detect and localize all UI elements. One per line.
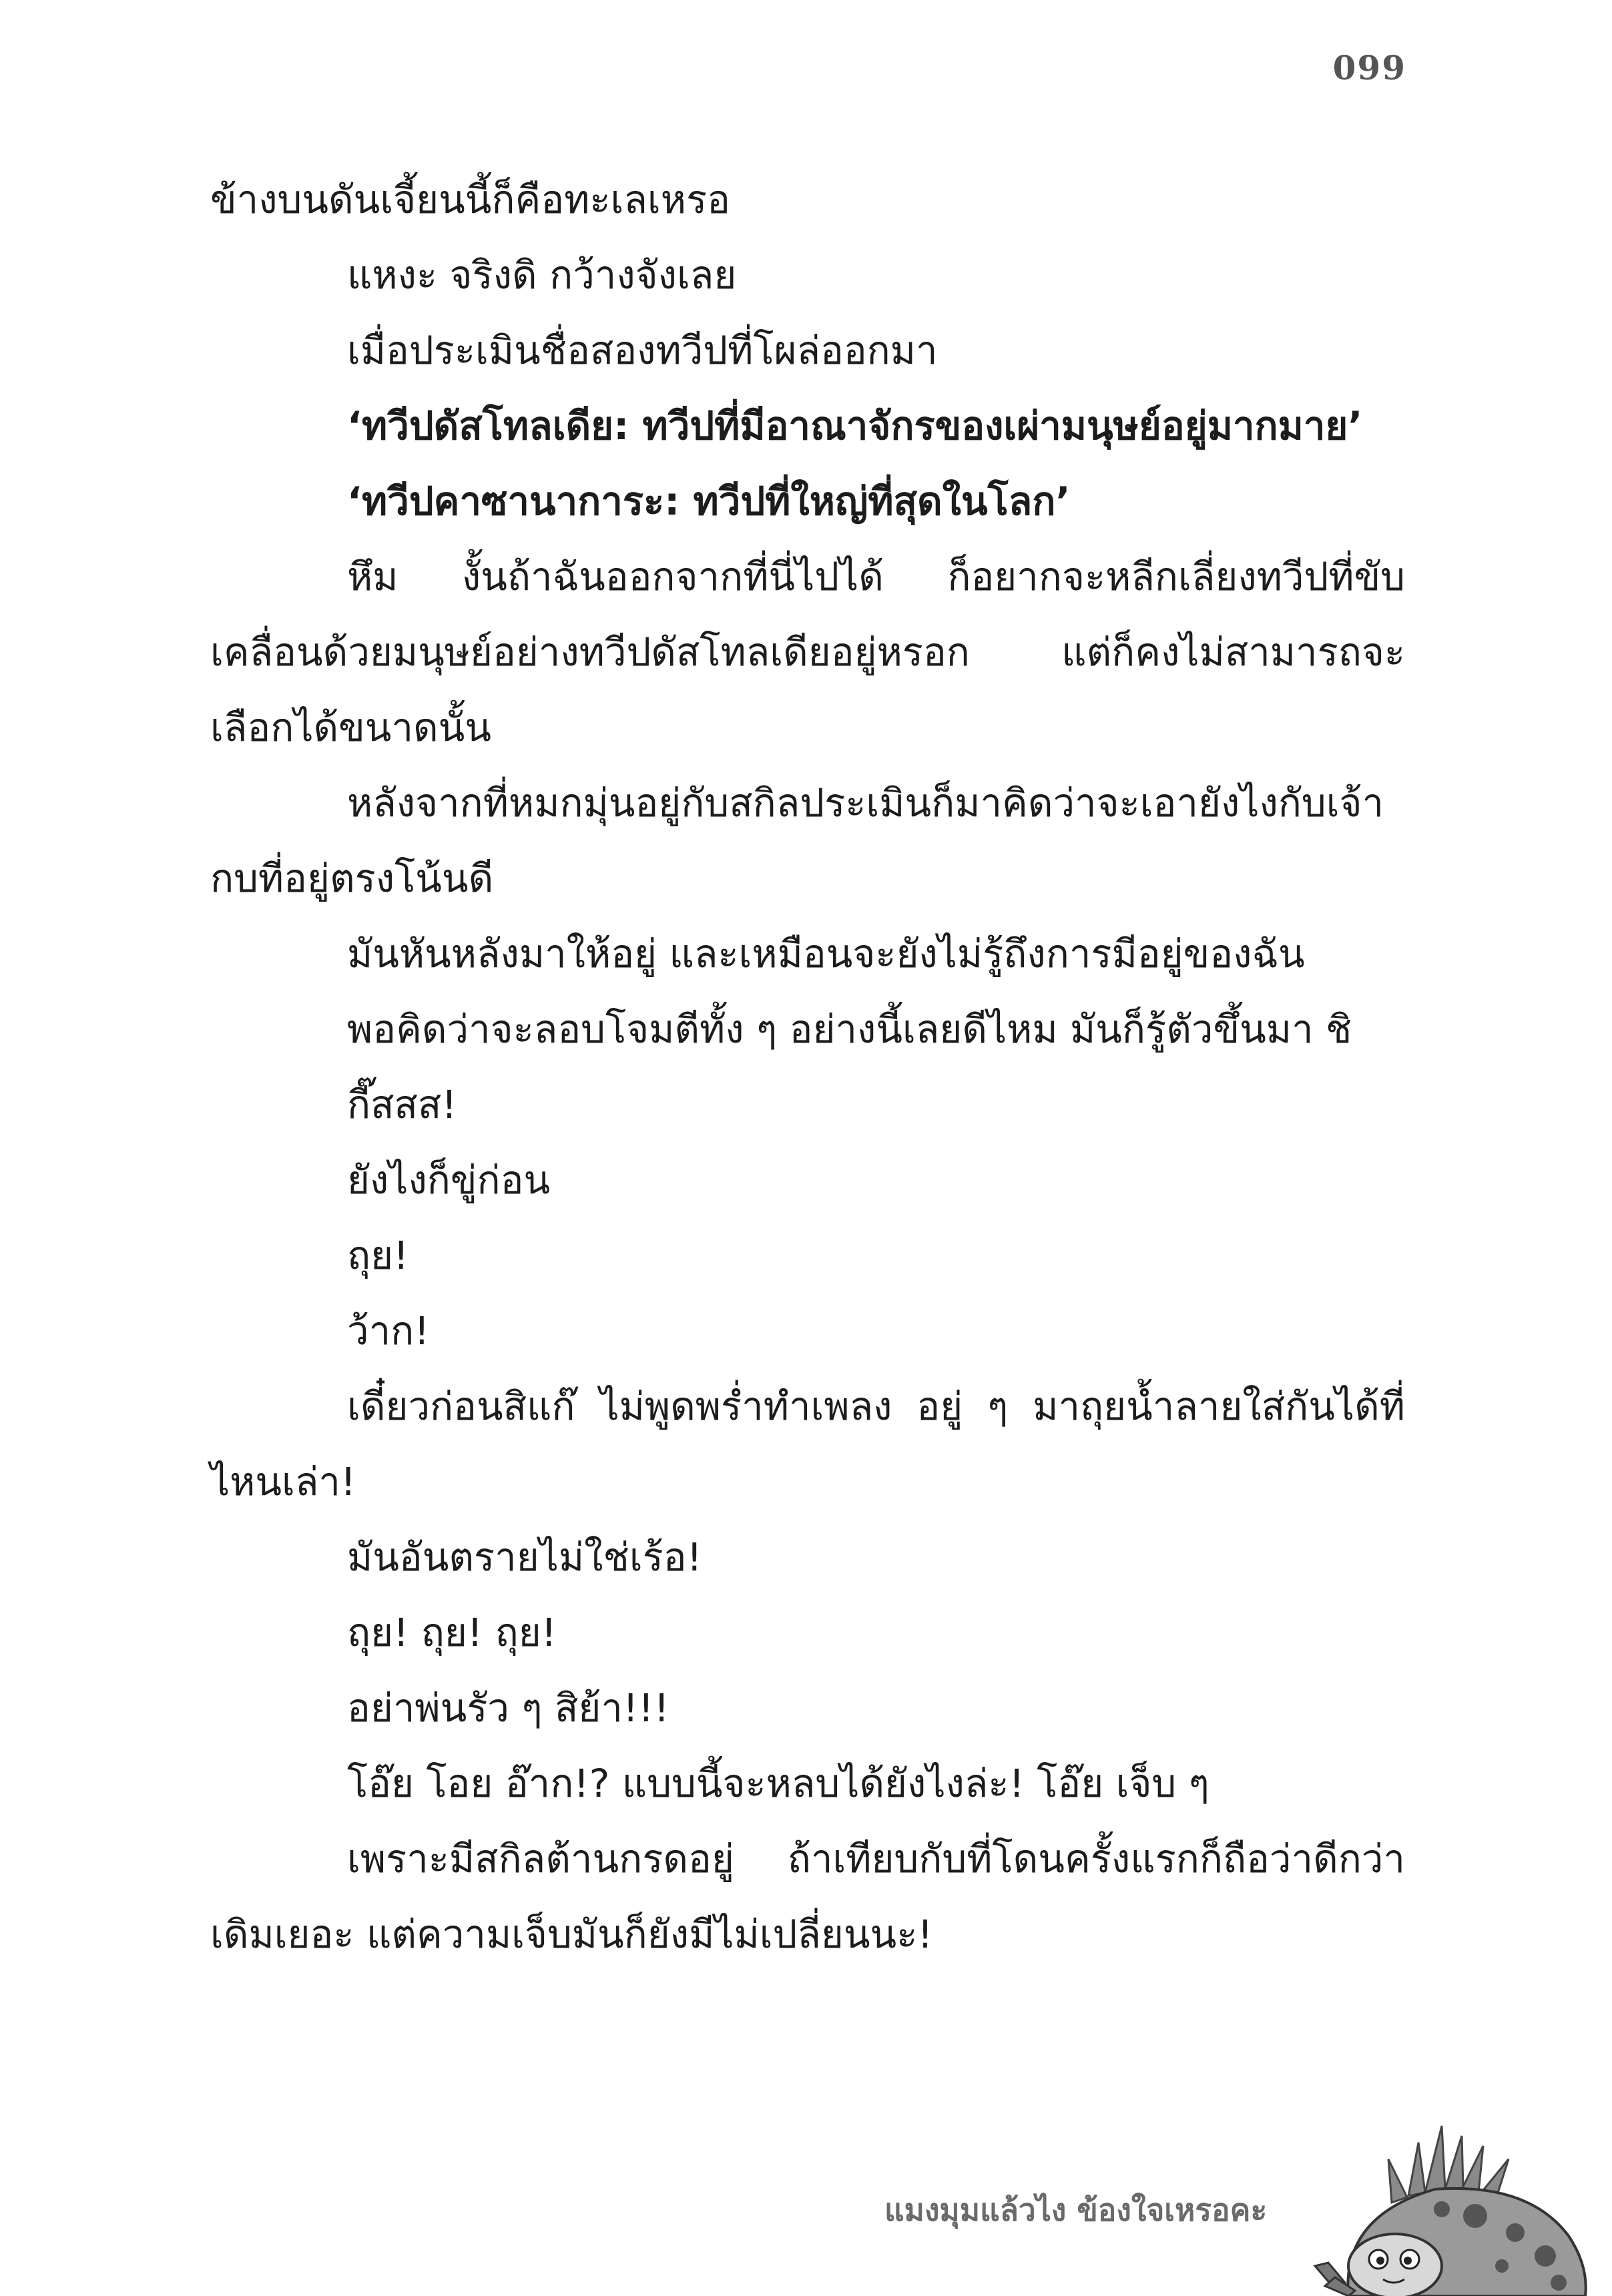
paragraph: หึม งั้นถ้าฉันออกจากที่นี่ไปได้ ก็อยากจะหลีกเลี่ยงทวีปที่ขับเคลื่อนด้วยมนุษย์อย่างทวีปดัสโทลเดียอยู่หรอก แต่ก็คงไม่สามารถจะเลือกได้ขนาดนั้น xyxy=(210,554,1405,750)
paragraph: กี๊สสส! xyxy=(347,1082,457,1127)
skill-readout-paragraph: ‘ทวีปดัสโทลเดีย: ทวีปที่มีอาณาจักรของเผ่ามนุษย์อยู่มากมาย’ xyxy=(347,403,1363,449)
paragraph: เมื่อประเมินชื่อสองทวีปที่โผล่ออกมา xyxy=(347,328,938,373)
paragraph: ถุย! xyxy=(347,1233,409,1278)
page-number: 099 xyxy=(1332,48,1406,87)
footer-title: แมงมุมแล้วไง ข้องใจเหรอคะ xyxy=(884,2192,1268,2228)
paragraph: ข้างบนดันเจี้ยนนี้ก็คือทะเลเหรอ xyxy=(210,177,730,222)
paragraph: เพราะมีสกิลต้านกรดอยู่ ถ้าเทียบกับที่โดนครั้งแรกก็ถือว่าดีกว่าเดิมเยอะ แต่ความเจ็บมันก็ยังมีไม่เปลี่ยนนะ! xyxy=(210,1836,1405,1957)
body-text xyxy=(210,162,1405,1972)
spider-mascot-icon xyxy=(1308,2122,1612,2296)
paragraph: หลังจากที่หมกมุ่นอยู่กับสกิลประเมินก็มาคิดว่าจะเอายังไงกับเจ้ากบที่อยู่ตรงโน้นดี xyxy=(210,780,1384,901)
paragraph: พอคิดว่าจะลอบโจมตีทั้ง ๆ อย่างนี้เลยดีไหม มันก็รู้ตัวขึ้นมา ชิ xyxy=(347,1007,1352,1052)
paragraph: มันอันตรายไม่ใช่เร้อ! xyxy=(347,1534,702,1580)
paragraph: เดี๋ยวก่อนสิแก๊ ไม่พูดพร่ำทำเพลง อยู่ ๆ มาถุยน้ำลายใส่กันได้ที่ไหนเล่า! xyxy=(210,1384,1405,1504)
paragraph: ว้าก! xyxy=(347,1308,430,1354)
skill-readout-paragraph: ‘ทวีปคาซานาการะ: ทวีปที่ใหญ่ที่สุดในโลก’ xyxy=(347,479,1071,524)
paragraph: อย่าพ่นรัว ๆ สิย้า!!! xyxy=(347,1685,669,1731)
paragraph: ยังไงก็ขู่ก่อน xyxy=(347,1157,551,1203)
paragraph: แหงะ จริงดิ กว้างจังเลย xyxy=(347,252,737,298)
paragraph: ถุย! ถุย! ถุย! xyxy=(347,1610,557,1655)
paragraph: มันหันหลังมาให้อยู่ และเหมือนจะยังไม่รู้ถึงการมีอยู่ของฉัน xyxy=(347,931,1305,976)
paragraph: โอ๊ย โอย อ๊าก!? แบบนี้จะหลบได้ยังไงล่ะ! โอ๊ย เจ็บ ๆ xyxy=(347,1761,1210,1806)
